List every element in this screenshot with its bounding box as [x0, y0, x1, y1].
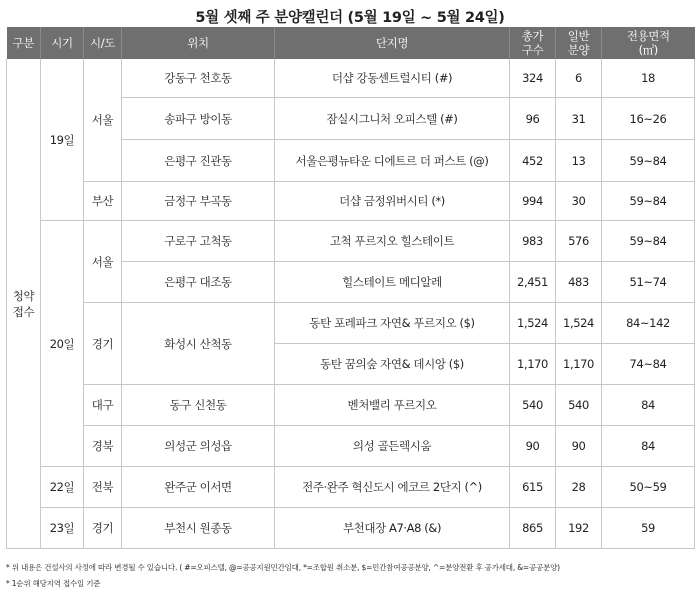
- date-cell: 22일: [41, 467, 84, 508]
- header-general: 일반 분양: [556, 27, 602, 59]
- footnote-legend: * 위 내용은 건설사의 사정에 따라 변경될 수 있습니다. ( #=오피스텔, @=공공지원민간임대, *=조합원 취소분, $=민간참여공공분양, ^=분양전환 후 공가세대, &=공공분양): [6, 563, 560, 572]
- area-cell: 59~84: [602, 140, 695, 182]
- general-cell: 483: [556, 262, 602, 303]
- location-cell: 완주군 이서면: [122, 467, 275, 508]
- table-row: [7, 508, 695, 549]
- complex-cell: 동탄 포레파크 자연& 푸르지오 ($): [275, 303, 510, 344]
- area-cell: 74~84: [602, 344, 695, 385]
- location-cell: 은평구 진관동: [122, 140, 275, 182]
- general-cell: 1,524: [556, 303, 602, 344]
- area-cell: 51~74: [602, 262, 695, 303]
- total-cell: 1,170: [510, 344, 556, 385]
- region-cell: 경북: [84, 426, 122, 467]
- area-cell: 16~26: [602, 98, 695, 140]
- location-cell: 금정구 부곡동: [122, 182, 275, 221]
- general-cell: 30: [556, 182, 602, 221]
- complex-cell: 잠실시그니처 오피스텔 (#): [275, 98, 510, 140]
- complex-cell: 더샵 강동센트럴시티 (#): [275, 59, 510, 98]
- general-cell: 540: [556, 385, 602, 426]
- area-cell: 84: [602, 426, 695, 467]
- header-category: 구분: [7, 27, 41, 59]
- general-cell: 576: [556, 221, 602, 262]
- table-row: [7, 303, 695, 344]
- location-cell: 은평구 대조동: [122, 262, 275, 303]
- area-cell: 84: [602, 385, 695, 426]
- general-cell: 13: [556, 140, 602, 182]
- general-cell: 1,170: [556, 344, 602, 385]
- complex-cell: 힐스테이트 메디알레: [275, 262, 510, 303]
- table-row: [7, 182, 695, 221]
- page-title: 5월 셋째 주 분양캘린더 (5월 19일 ~ 5월 24일): [195, 10, 505, 26]
- date-cell: 19일: [41, 59, 84, 221]
- complex-cell: 서울은평뉴타운 디에트르 더 퍼스트 (@): [275, 140, 510, 182]
- area-cell: 18: [602, 59, 695, 98]
- category-cell: 청약 접수: [7, 59, 41, 549]
- table-row: [7, 385, 695, 426]
- complex-cell: 고척 푸르지오 힐스테이트: [275, 221, 510, 262]
- location-cell: 구로구 고척동: [122, 221, 275, 262]
- table-row: [7, 221, 695, 262]
- header-row: [7, 27, 695, 59]
- location-cell: 부천시 원종동: [122, 508, 275, 549]
- general-cell: 28: [556, 467, 602, 508]
- area-cell: 59: [602, 508, 695, 549]
- table-row: [7, 59, 695, 98]
- total-cell: 865: [510, 508, 556, 549]
- total-cell: 994: [510, 182, 556, 221]
- region-cell: 전북: [84, 467, 122, 508]
- date-cell: 23일: [41, 508, 84, 549]
- general-cell: 6: [556, 59, 602, 98]
- complex-cell: 전주·완주 혁신도시 에코르 2단지 (^): [275, 467, 510, 508]
- region-cell: 경기: [84, 508, 122, 549]
- header-complex: 단지명: [275, 27, 510, 59]
- general-cell: 90: [556, 426, 602, 467]
- total-cell: 324: [510, 59, 556, 98]
- location-cell: 동구 신천동: [122, 385, 275, 426]
- complex-cell: 부천대장 A7·A8 (&): [275, 508, 510, 549]
- complex-cell: 의성 골든렉시움: [275, 426, 510, 467]
- general-cell: 31: [556, 98, 602, 140]
- total-cell: 540: [510, 385, 556, 426]
- complex-cell: 더샵 금정위버시티 (*): [275, 182, 510, 221]
- header-area: 전용면적 (㎡): [602, 27, 695, 59]
- total-cell: 1,524: [510, 303, 556, 344]
- location-cell: 송파구 방이동: [122, 98, 275, 140]
- total-cell: 90: [510, 426, 556, 467]
- table-row: [7, 467, 695, 508]
- region-cell: 부산: [84, 182, 122, 221]
- region-cell: 서울: [84, 59, 122, 182]
- total-cell: 452: [510, 140, 556, 182]
- calendar-table: [6, 27, 695, 549]
- total-cell: 2,451: [510, 262, 556, 303]
- total-cell: 983: [510, 221, 556, 262]
- area-cell: 59~84: [602, 221, 695, 262]
- footnote-basis: * 1순위 해당지역 접수일 기준: [6, 579, 101, 588]
- complex-cell: 벤처밸리 푸르지오: [275, 385, 510, 426]
- header-location: 위치: [122, 27, 275, 59]
- table-row: [7, 426, 695, 467]
- header-region: 시/도: [84, 27, 122, 59]
- region-cell: 대구: [84, 385, 122, 426]
- area-cell: 84~142: [602, 303, 695, 344]
- area-cell: 59~84: [602, 182, 695, 221]
- location-cell: 의성군 의성읍: [122, 426, 275, 467]
- complex-cell: 동탄 꿈의숲 자연& 데시앙 ($): [275, 344, 510, 385]
- area-cell: 50~59: [602, 467, 695, 508]
- region-cell: 경기: [84, 303, 122, 385]
- date-cell: 20일: [41, 221, 84, 467]
- header-date: 시기: [41, 27, 84, 59]
- general-cell: 192: [556, 508, 602, 549]
- location-cell: 강동구 천호동: [122, 59, 275, 98]
- location-cell: 화성시 산척동: [122, 303, 275, 385]
- total-cell: 96: [510, 98, 556, 140]
- total-cell: 615: [510, 467, 556, 508]
- region-cell: 서울: [84, 221, 122, 303]
- header-total: 총가 구수: [510, 27, 556, 59]
